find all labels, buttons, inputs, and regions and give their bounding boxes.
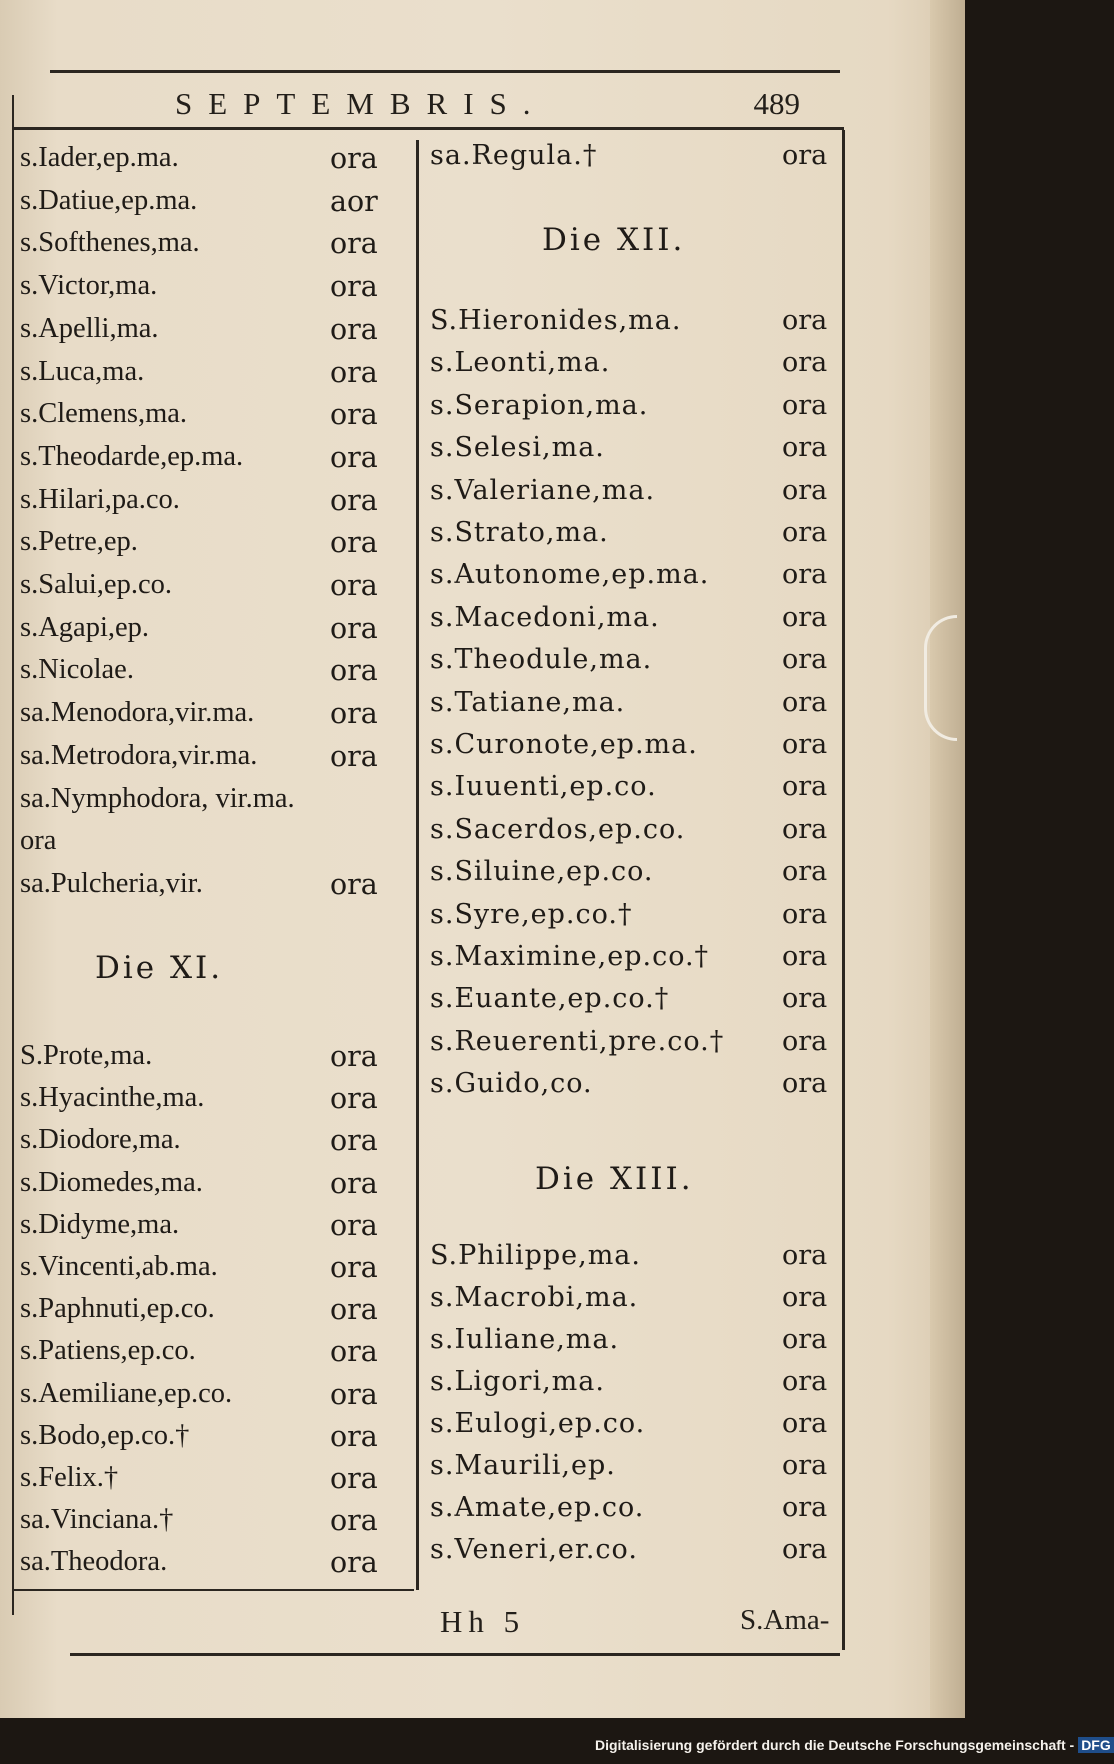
saint-name: s.Macedoni,ma. — [430, 601, 660, 633]
litany-entry — [430, 1026, 840, 1068]
day-heading: Die XI. — [95, 950, 224, 986]
saint-name: s.Autonome,ep.ma. — [430, 559, 710, 591]
response: ora — [782, 347, 828, 379]
response: ora — [782, 1282, 828, 1313]
litany-entry — [20, 1335, 415, 1377]
response: ora — [330, 1377, 378, 1411]
response: ora — [782, 983, 828, 1015]
response: ora — [782, 517, 828, 548]
saint-name: s.Luca,ma. — [20, 355, 145, 387]
saint-name: s.Apelli,ma. — [20, 312, 159, 344]
litany-entry — [430, 1450, 840, 1492]
saint-name: s.Sacerdos,ep.co. — [430, 813, 686, 845]
saint-name: s.Datiue,ep.ma. — [20, 184, 198, 216]
response: ora — [782, 1324, 828, 1355]
response: ora — [330, 483, 378, 517]
litany-entry — [20, 484, 415, 526]
response: ora — [782, 389, 828, 421]
response: ora — [330, 611, 378, 645]
saint-name: s.Paphnuti,ep.co. — [20, 1293, 215, 1325]
saint-name: s.Diomedes,ma. — [20, 1166, 203, 1198]
response: ora — [782, 559, 828, 591]
response: ora — [330, 654, 378, 688]
running-title: SEPTEMBRIS. — [175, 86, 547, 121]
response: ora — [330, 1040, 378, 1073]
litany-entry — [430, 644, 840, 686]
litany-entry — [430, 983, 840, 1025]
response: ora — [782, 432, 828, 464]
litany-entry — [20, 1462, 415, 1504]
saint-name: s.Eulogi,ep.co. — [430, 1408, 646, 1439]
response: ora — [782, 1366, 828, 1397]
saint-name: s.Didyme,ma. — [20, 1208, 180, 1240]
litany-entry — [430, 1534, 840, 1576]
response: ora — [330, 355, 378, 389]
response: ora — [782, 1068, 828, 1100]
response: ora — [330, 270, 378, 304]
litany-entry — [20, 1420, 415, 1462]
right-column — [430, 0, 840, 1600]
response: aor — [330, 184, 378, 218]
saint-name: ora — [20, 825, 57, 857]
saint-name: s.Strato,ma. — [430, 517, 609, 548]
litany-entry — [430, 559, 840, 601]
saint-name: s.Iuuenti,ep.co. — [430, 771, 657, 803]
response: ora — [782, 941, 828, 972]
litany-entry — [20, 1167, 415, 1209]
saint-name: s.Hyacinthe,ma. — [20, 1082, 205, 1114]
saint-name: s.Felix.† — [20, 1462, 119, 1493]
frame-left-rule — [12, 95, 14, 1615]
saint-name: s.Theodarde,ep.ma. — [20, 440, 244, 472]
saint-name: s.Leonti,ma. — [430, 347, 611, 379]
litany-entry — [430, 1408, 840, 1450]
litany-entry — [430, 1068, 840, 1110]
response: ora — [330, 1546, 378, 1580]
signature-mark: Hh 5 — [440, 1604, 526, 1639]
litany-entry — [20, 783, 415, 825]
response: ora — [330, 1293, 378, 1327]
saint-name: s.Veneri,er.co. — [430, 1534, 638, 1565]
litany-entry — [20, 356, 415, 398]
litany-entry — [430, 771, 840, 813]
saint-name: sa.Nymphodora, vir.ma. — [20, 782, 295, 814]
response: ora — [330, 440, 378, 474]
bottom-rule-left — [14, 1589, 414, 1591]
saint-name: s.Guido,co. — [430, 1068, 593, 1100]
litany-entry — [20, 1546, 415, 1588]
saint-name: sa.Regula.† — [430, 140, 598, 171]
response: ora — [330, 1462, 378, 1495]
day-heading: Die XIII. — [535, 1161, 694, 1197]
response: ora — [330, 1208, 378, 1242]
response: ora — [330, 1082, 378, 1116]
response: ora — [782, 474, 828, 506]
saint-name: s.Vincenti,ab.ma. — [20, 1251, 218, 1282]
saint-name: s.Iuliane,ma. — [430, 1324, 620, 1355]
saint-name: s.Amate,ep.co. — [430, 1492, 645, 1523]
litany-entry — [20, 612, 415, 654]
response: ora — [330, 697, 378, 731]
litany-entry — [20, 569, 415, 611]
litany-entry — [20, 654, 415, 696]
response: ora — [330, 227, 378, 261]
litany-entry — [20, 1040, 415, 1082]
response: ora — [782, 644, 828, 676]
response: ora — [330, 398, 378, 432]
litany-entry — [20, 185, 415, 227]
litany-entry — [20, 1209, 415, 1251]
saint-name: s.Serapion,ma. — [430, 389, 649, 421]
saint-name: s.Victor,ma. — [20, 270, 158, 302]
litany-entry — [20, 825, 415, 867]
page-number: 489 — [753, 86, 800, 121]
litany-entry — [20, 868, 415, 910]
digitization-banner — [595, 1737, 1114, 1753]
response: ora — [330, 569, 378, 602]
saint-name: S.Hieronides,ma. — [430, 305, 682, 336]
saint-name: s.Salui,ep.co. — [20, 569, 172, 600]
saint-name: s.Maximine,ep.co.† — [430, 941, 710, 972]
response: ora — [782, 856, 828, 888]
frame-right-rule — [842, 130, 845, 1650]
response: ora — [782, 1534, 828, 1565]
litany-entry — [430, 1240, 840, 1282]
saint-name: s.Diodore,ma. — [20, 1124, 181, 1156]
page-footer — [0, 1604, 965, 1648]
saint-name: s.Tatiane,ma. — [430, 686, 626, 718]
litany-entry — [20, 1378, 415, 1420]
saint-name: sa.Menodora,vir.ma. — [20, 697, 255, 729]
response: ora — [782, 729, 828, 760]
saint-name: s.Reuerenti,pre.co.† — [430, 1025, 725, 1057]
litany-entry — [430, 1366, 840, 1408]
litany-entry — [430, 347, 840, 389]
saint-name: s.Maurili,ep. — [430, 1450, 616, 1481]
banner-text: Digitalisierung gefördert durch die Deutsche Forschungsgemeinschaft - — [595, 1737, 1075, 1753]
catchword: S.Ama- — [740, 1604, 830, 1636]
litany-entry — [20, 740, 415, 782]
litany-entry — [20, 1124, 415, 1166]
response: ora — [330, 1124, 378, 1158]
saint-name: s.Macrobi,ma. — [430, 1282, 639, 1313]
litany-entry — [430, 814, 840, 856]
saint-name: s.Hilari,pa.co. — [20, 483, 180, 515]
saint-name: s.Curonote,ep.ma. — [430, 729, 698, 760]
response: ora — [330, 1166, 378, 1200]
saint-name: s.Nicolae. — [20, 654, 134, 686]
response: ora — [782, 1025, 828, 1057]
response: ora — [330, 1251, 378, 1284]
litany-entry — [430, 941, 840, 983]
day-heading: Die XII. — [542, 222, 686, 258]
litany-entry — [20, 398, 415, 440]
response: ora — [782, 1408, 828, 1439]
saint-name: sa.Metrodora,vir.ma. — [20, 739, 258, 771]
response: ora — [330, 1335, 378, 1369]
litany-entry — [430, 475, 840, 517]
saint-name: s.Euante,ep.co.† — [430, 983, 670, 1015]
saint-name: s.Selesi,ma. — [430, 432, 605, 464]
response: ora — [782, 898, 828, 930]
litany-entry — [430, 517, 840, 559]
litany-entry — [430, 140, 840, 182]
saint-name: s.Iader,ep.ma. — [20, 142, 179, 173]
response: ora — [330, 1419, 378, 1453]
saint-name: s.Petre,ep. — [20, 526, 138, 558]
saint-name: s.Agapi,ep. — [20, 611, 150, 643]
response: ora — [330, 1504, 378, 1538]
response: ora — [782, 1450, 828, 1481]
left-column — [20, 0, 415, 1600]
saint-name: s.Siluine,ep.co. — [430, 856, 654, 888]
saint-name: s.Valeriane,ma. — [430, 474, 656, 506]
saint-name: sa.Vinciana.† — [20, 1504, 174, 1536]
litany-entry — [430, 602, 840, 644]
response: ora — [330, 867, 378, 901]
litany-entry — [20, 441, 415, 483]
litany-entry — [430, 729, 840, 771]
litany-entry — [430, 305, 840, 347]
response: ora — [782, 1492, 828, 1523]
page-edge — [930, 0, 965, 1718]
response: ora — [330, 526, 378, 560]
litany-entry — [20, 1251, 415, 1293]
thumb-tab — [924, 615, 957, 741]
litany-entry — [430, 899, 840, 941]
litany-entry — [430, 432, 840, 474]
saint-name: S.Philippe,ma. — [430, 1240, 641, 1271]
footer-rule — [70, 1653, 840, 1656]
saint-name: s.Softhenes,ma. — [20, 227, 200, 259]
response: ora — [782, 813, 828, 845]
saint-name: s.Bodo,ep.co.† — [20, 1419, 190, 1451]
saint-name: s.Ligori,ma. — [430, 1366, 605, 1397]
saint-name: s.Aemiliane,ep.co. — [20, 1377, 233, 1409]
saint-name: s.Patiens,ep.co. — [20, 1335, 196, 1367]
response: ora — [330, 142, 378, 175]
response: ora — [330, 312, 378, 346]
litany-entry — [20, 526, 415, 568]
litany-entry — [430, 390, 840, 432]
saint-name: s.Syre,ep.co.† — [430, 898, 633, 930]
litany-entry — [430, 1324, 840, 1366]
litany-entry — [430, 856, 840, 898]
litany-entry — [20, 270, 415, 312]
litany-entry — [20, 1504, 415, 1546]
saint-name: sa.Theodora. — [20, 1546, 168, 1578]
litany-entry — [20, 1293, 415, 1335]
response: ora — [782, 686, 828, 718]
litany-entry — [20, 142, 415, 184]
litany-entry — [20, 227, 415, 269]
litany-entry — [430, 1282, 840, 1324]
saint-name: s.Clemens,ma. — [20, 398, 188, 430]
column-divider — [416, 140, 419, 1590]
response: ora — [782, 305, 828, 336]
dfg-logo: DFG — [1078, 1737, 1114, 1753]
litany-entry — [20, 1082, 415, 1124]
response: ora — [330, 739, 378, 773]
response: ora — [782, 601, 828, 633]
litany-entry — [20, 313, 415, 355]
response: ora — [782, 1240, 828, 1271]
litany-entry — [20, 697, 415, 739]
saint-name: s.Theodule,ma. — [430, 644, 653, 676]
saint-name: sa.Pulcheria,vir. — [20, 867, 203, 899]
response: ora — [782, 771, 828, 803]
litany-entry — [430, 1492, 840, 1534]
response: ora — [782, 140, 828, 171]
saint-name: S.Prote,ma. — [20, 1040, 153, 1071]
litany-entry — [430, 687, 840, 729]
